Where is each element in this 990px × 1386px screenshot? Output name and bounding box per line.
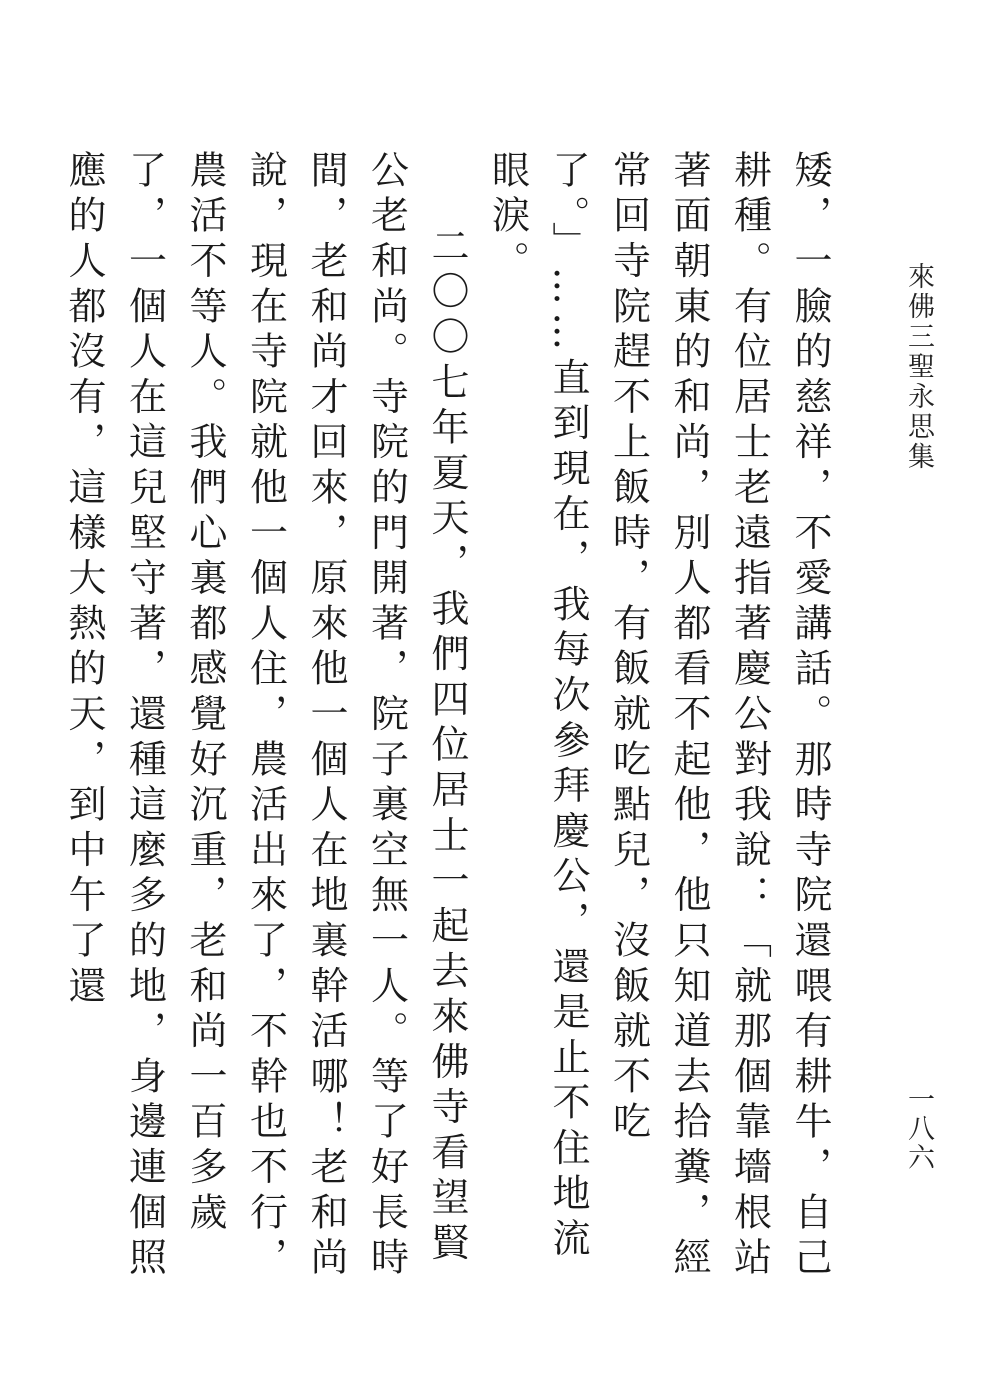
- page-number: 一八六: [903, 1085, 934, 1172]
- body-text: [62, 150, 840, 1300]
- paragraph: 二〇〇七年夏天，我們四位居士一起去來佛寺看望賢公老和尚。寺院的門開著，院子裏空無一人。等了好長時間，老和尚才回來，原來他一個人在地裏幹活哪！老和尚說，現在寺院就他一個人住，農活出來了，不幹也不行，農活不等人。我們心裏都感覺好沉重，老和尚一百多歲了，一個人在這兒堅守著，還種這麼多的地，身邊連個照應的人都沒有，這樣大熱的天，到中午了還: [62, 150, 469, 1283]
- running-title: 來佛三聖永思集: [903, 262, 934, 472]
- paragraph-continued: 矮，一臉的慈祥，不愛講話。那時寺院還喂有耕牛，自己耕種。有位居士老遠指著慶公對我說：「就那個靠墻根站著面朝東的和尚，別人都看不起他，他只知道去拾糞，經常回寺院趕不上飯時，有飯就吃點兒，沒飯就不吃了。」……直到現在，我每次參拜慶公，還是止不住地流眼淚。: [485, 150, 832, 1283]
